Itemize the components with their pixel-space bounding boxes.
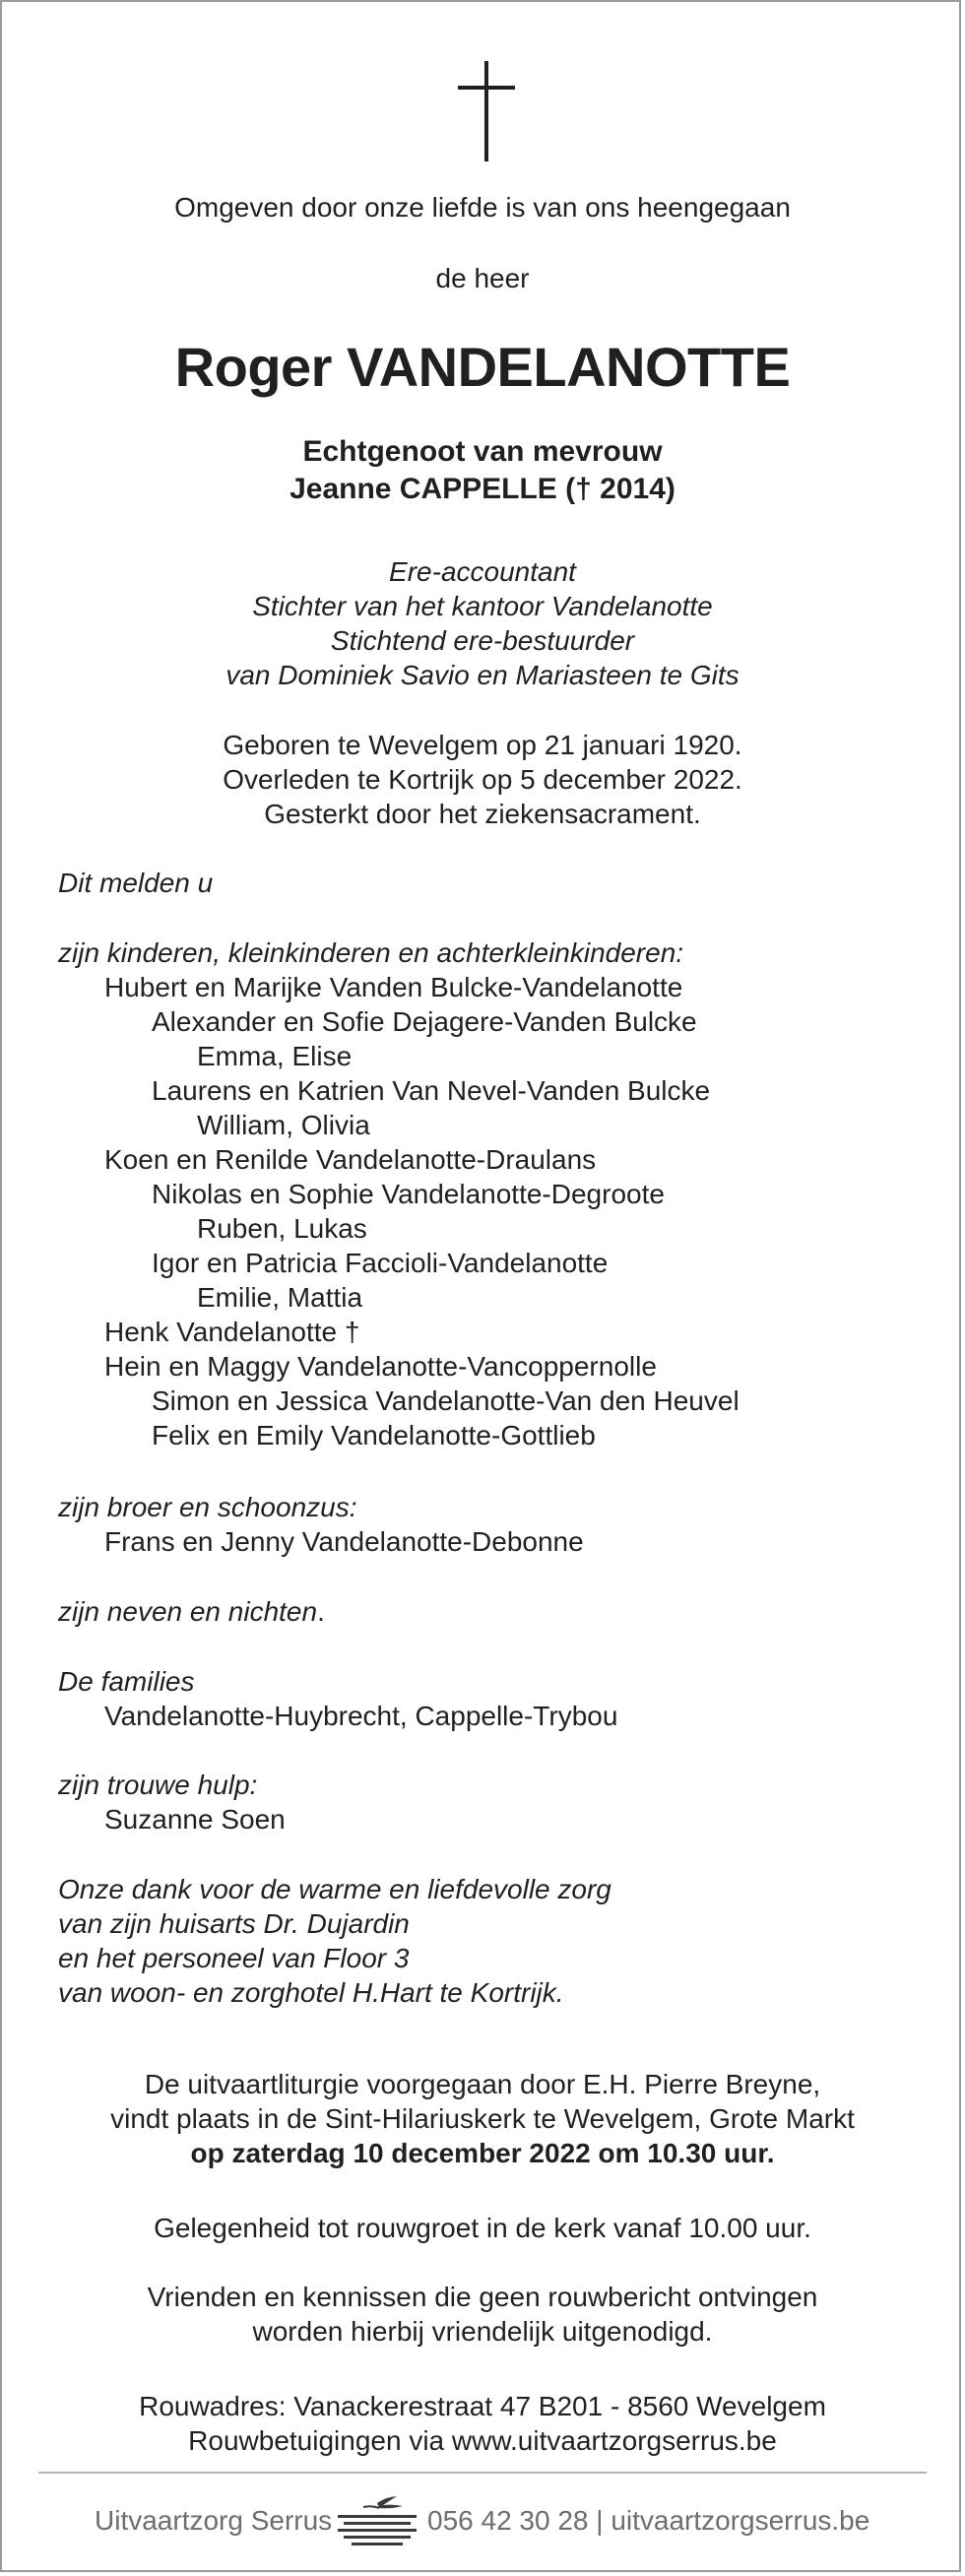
condolence-line: Rouwbetuigingen via www.uitvaartzorgserrus.be — [188, 2425, 777, 2456]
address-line: Rouwadres: Vanackerestraat 47 B201 - 8560 Wevelgem — [139, 2391, 826, 2421]
cousins-period: . — [317, 1596, 325, 1627]
footer-divider — [38, 2472, 927, 2474]
cousins-text: zijn neven en nichten — [58, 1596, 318, 1627]
family-line: Emilie, Mattia — [197, 1282, 363, 1313]
funeral-home-name: Uitvaartzorg Serrus — [95, 2505, 333, 2536]
invite-line: worden hierbij vriendelijk uitgenodigd. — [252, 2316, 713, 2347]
thanks-line: en het personeel van Floor 3 — [58, 1943, 410, 1973]
families-line: Vandelanotte-Huybrecht, Cappelle-Trybou — [104, 1701, 618, 1731]
funeral-line-2: vindt plaats in de Sint-Hilariuskerk te Wevelgem, Grote Markt — [110, 2103, 855, 2134]
announce-text: Dit melden u — [58, 868, 214, 898]
family-line: Henk Vandelanotte † — [104, 1317, 360, 1347]
role-line: Stichtend ere-bestuurder — [330, 625, 635, 656]
family-line: Felix en Emily Vandelanotte-Gottlieb — [152, 1420, 596, 1450]
family-line: Emma, Elise — [197, 1041, 353, 1071]
siblings-heading: zijn broer en schoonzus: — [58, 1492, 357, 1522]
cousins-line — [58, 1594, 325, 1629]
family-line: William, Olivia — [197, 1110, 370, 1140]
death-line: Overleden te Kortrijk op 5 december 2022. — [223, 764, 742, 795]
family-line: Simon en Jessica Vandelanotte-Van den Heuvel — [152, 1385, 740, 1416]
sacrament-line: Gesterkt door het ziekensacrament. — [264, 799, 701, 829]
family-line: Ruben, Lukas — [197, 1213, 367, 1244]
deceased-name: Roger VANDELANOTTE — [174, 336, 791, 398]
help-line: Suzanne Soen — [104, 1804, 286, 1835]
role-line: Stichter van het kantoor Vandelanotte — [252, 591, 713, 621]
family-line: Koen en Renilde Vandelanotte-Draulans — [104, 1144, 597, 1175]
siblings-line: Frans en Jenny Vandelanotte-Debonne — [104, 1526, 584, 1557]
thanks-line: Onze dank voor de warme en liefdevolle zorg — [58, 1874, 611, 1904]
family-line: Igor en Patricia Faccioli-Vandelanotte — [152, 1248, 609, 1278]
role-line: Ere-accountant — [389, 556, 576, 587]
birth-line: Geboren te Wevelgem op 21 januari 1920. — [223, 730, 742, 760]
intro-text: Omgeven door onze liefde is van ons heengegaan — [174, 192, 791, 223]
thanks-line: van zijn huisarts Dr. Dujardin — [58, 1908, 410, 1939]
funeral-date: op zaterdag 10 december 2022 om 10.30 uur. — [190, 2138, 775, 2168]
cross-icon — [458, 61, 515, 161]
funeral-line-1: De uitvaartliturgie voorgegaan door E.H. Pierre Breyne, — [144, 2069, 821, 2099]
salutation: de heer — [435, 263, 530, 293]
thanks-line: van woon- en zorghotel H.Hart te Kortrijk. — [58, 1977, 564, 2008]
footer — [2, 2491, 963, 2550]
family-line: Hein en Maggy Vandelanotte-Vancoppernolle — [104, 1351, 657, 1382]
help-heading: zijn trouwe hulp: — [58, 1770, 258, 1800]
invite-line: Vrienden en kennissen die geen rouwbericht ontvingen — [147, 2282, 818, 2312]
role-line: van Dominiek Savio en Mariasteen te Gits — [225, 660, 740, 690]
family-line: Laurens en Katrien Van Nevel-Vanden Bulcke — [152, 1075, 711, 1106]
visitation-line: Gelegenheid tot rouwgroet in de kerk vanaf 10.00 uur. — [154, 2213, 811, 2243]
spouse-line-1: Echtgenoot van mevrouw — [302, 435, 663, 468]
family-line: Alexander en Sofie Dejagere-Vanden Bulcke — [152, 1006, 697, 1037]
family-line: Hubert en Marijke Vanden Bulcke-Vandelanotte — [104, 972, 683, 1002]
children-heading: zijn kinderen, kleinkinderen en achterkleinkinderen: — [58, 937, 684, 968]
funeral-home-contact: 056 42 30 28 | uitvaartzorgserrus.be — [427, 2505, 870, 2536]
funeral-home-logo-icon — [334, 2493, 420, 2548]
family-line: Nikolas en Sophie Vandelanotte-Degroote — [152, 1179, 665, 1209]
spouse-line-2: Jeanne CAPPELLE († 2014) — [290, 473, 676, 505]
families-heading: De families — [58, 1666, 195, 1697]
